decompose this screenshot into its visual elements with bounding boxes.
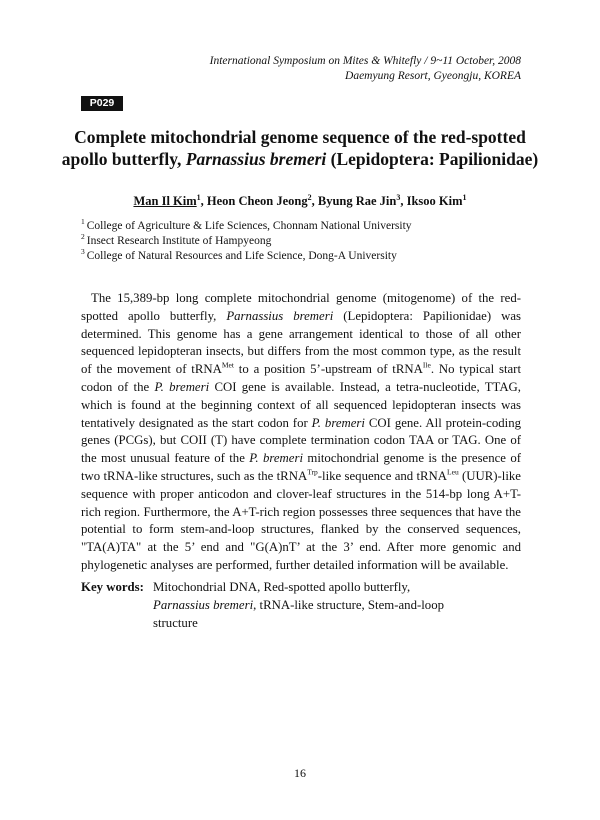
abstract-superscript: Leu	[447, 467, 459, 477]
abstract-superscript: Met	[221, 360, 234, 370]
abstract-text: mitochondrial genome is the presence of two tRNA-like structures, such as the tRNA	[81, 451, 521, 483]
poster-id-badge: P029	[81, 96, 123, 111]
author-affil-mark: 3	[396, 192, 401, 202]
affiliation-text: College of Agriculture & Life Sciences, Chonnam National University	[86, 220, 412, 232]
abstract-text: (UUR)-like sequence with proper anticodon and clover-leaf structures in the 514-bp long A+T-rich region. Furthermore, the A+T-rich region possesses three sequences that have the potential to form stem-and-loop structures, flanked by the conserved sequences, "TA(A)TA" at the 5’ end and "G(A)nT’ at the 3’ end. After more genomic and phylogenetic analyses are performed, further detailed information will be available.	[81, 468, 521, 572]
keywords-part: Mitochondrial DNA, Red-spotted apollo butterfly,	[153, 580, 411, 594]
affiliation-list	[81, 219, 531, 264]
affiliation-number: 2	[81, 232, 85, 242]
author-separator: ,	[400, 194, 407, 208]
title-line1: Complete mitochondrial genome sequence of the red-spotted	[74, 127, 526, 147]
affiliation-text: College of Natural Resources and Life Science, Dong-A University	[86, 250, 397, 262]
page-number: 16	[294, 766, 306, 780]
conference-header-line2: Daemyung Resort, Gyeongju, KOREA	[345, 70, 521, 82]
abstract-text: COI gene is available. Instead, a tetra-nucleotide, TTAG, which is found at the beginning context of all sequenced lepidopteran insects was tentatively designated as the start codon for	[81, 379, 521, 430]
abstract-text: COI gene. All protein-coding genes (PCGs), but COII (T) have complete termination codon TAA or TAG. One of the most unusual feature of the	[81, 415, 521, 466]
author-list	[60, 193, 540, 209]
affiliation-item	[81, 234, 531, 249]
abstract-text: . No typical start codon of the	[81, 362, 521, 394]
conference-header	[210, 54, 521, 84]
title-line2	[60, 148, 540, 170]
author-affil-mark: 1	[462, 192, 467, 202]
title-line2-pre: apollo butterfly,	[61, 149, 186, 169]
abstract-superscript: Trp	[307, 467, 318, 477]
affiliation-text: Insect Research Institute of Hampyeong	[86, 235, 272, 247]
keywords-species: Parnassius bremeri	[153, 598, 254, 612]
abstract-species: P. bremeri	[311, 415, 365, 430]
conference-header-line1: International Symposium on Mites & Whitefly / 9~11 October, 2008	[209, 55, 521, 67]
author-name: Heon Cheon Jeong	[206, 194, 308, 208]
author-affil-mark: 1	[196, 192, 201, 202]
author-separator: ,	[311, 194, 318, 208]
author-name: Man Il Kim	[133, 194, 197, 208]
abstract-species: P. bremeri	[249, 451, 304, 466]
affiliation-item	[81, 219, 531, 234]
author-name: Byung Rae Jin	[317, 194, 397, 208]
affiliation-number: 1	[81, 217, 85, 227]
abstract-text: (Lepidoptera: Papilionidae) was determined. This genome has a gene arrangement identical to those of all other sequenced lepidopteran insects, but differs from the most common type, as the result of the movement of tRNA	[81, 308, 521, 377]
abstract-text: to a position 5’-upstream of tRNA	[233, 362, 423, 377]
keywords-label: Key words:	[81, 580, 144, 594]
abstract-species: Parnassius bremeri	[226, 308, 334, 323]
abstract-text: The 15,389-bp long complete mitochondrial genome (mitogenome) of the red-spotted apollo butterfly,	[81, 291, 521, 323]
title-line2-post: (Lepidoptera: Papilionidae)	[326, 149, 539, 169]
abstract-superscript: Ile	[422, 360, 431, 370]
author-name: Iksoo Kim	[406, 194, 463, 208]
abstract-text: -like sequence and tRNA	[317, 468, 448, 483]
author-affil-mark: 2	[307, 192, 312, 202]
affiliation-number: 3	[81, 247, 85, 257]
affiliation-item	[81, 249, 531, 264]
keywords-part: , tRNA-like structure, Stem-and-loop structure	[153, 598, 444, 630]
abstract-paragraph	[81, 290, 521, 575]
paper-title	[60, 126, 540, 170]
abstract-species: P. bremeri	[154, 379, 210, 394]
title-species: Parnassius bremeri	[185, 149, 327, 169]
author-separator: ,	[200, 194, 207, 208]
keywords-text	[153, 578, 453, 632]
